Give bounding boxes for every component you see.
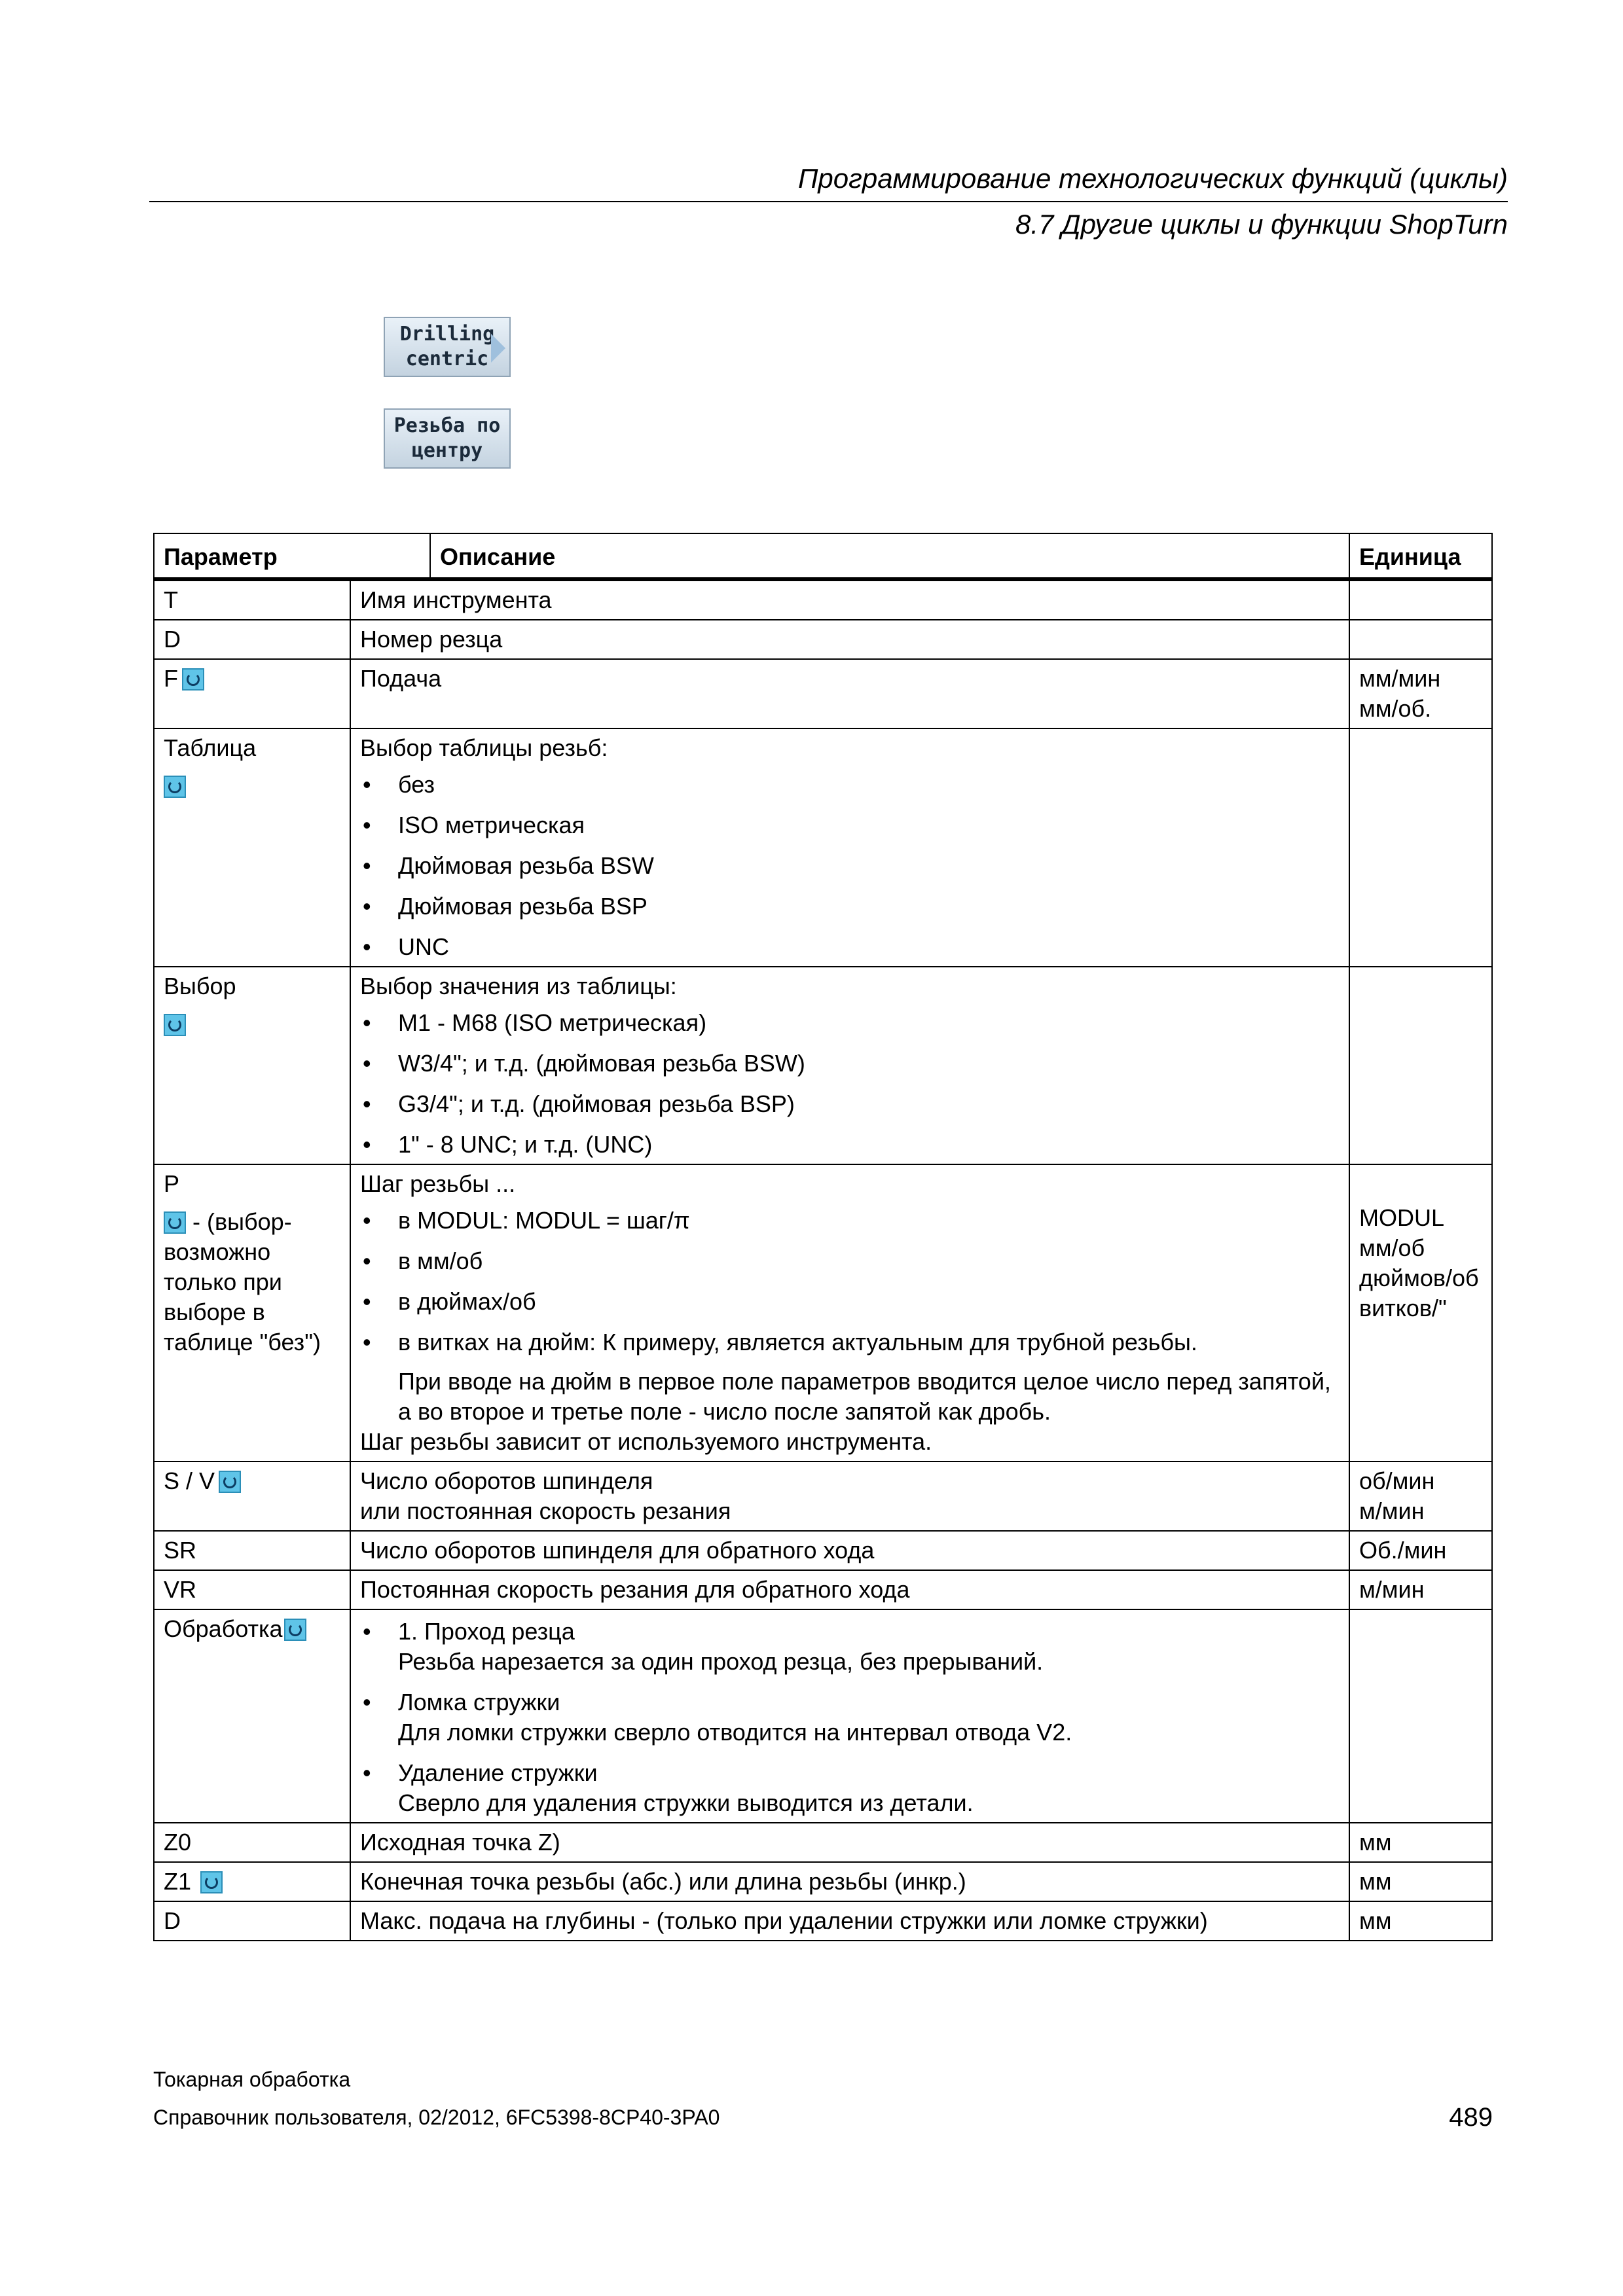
page-number: 489 — [1449, 2103, 1493, 2132]
list-item: • 1" - 8 UNC; и т.д. (UNC) — [360, 1130, 1340, 1160]
unit-cell: мм — [1349, 1823, 1492, 1862]
pitch-footer: Шаг резьбы зависит от используемого инструмента. — [360, 1428, 932, 1455]
toggle-select-icon — [164, 776, 186, 798]
desc-cell — [350, 728, 1349, 967]
arrow-right-icon — [491, 334, 505, 363]
list-item: • Дюймовая резьба BSW — [360, 851, 1340, 881]
table-row — [154, 1609, 1492, 1823]
softkey-label-line1: Drilling — [399, 323, 495, 346]
item-title: • 1. Проход резца — [398, 1618, 575, 1645]
param-cell: VR — [154, 1570, 350, 1609]
param-name: P — [164, 1170, 180, 1197]
desc-text: Выбор значения из таблицы: — [360, 973, 677, 999]
softkey-label-line1: Резьба по — [393, 414, 501, 437]
list-item — [360, 1687, 1340, 1748]
toggle-select-icon — [284, 1619, 306, 1641]
softkey-label-line2: центру — [411, 439, 483, 462]
list-item: • в витках на дюйм: К примеру, является актуальным для трубной резьбы. — [360, 1327, 1340, 1357]
toggle-select-icon — [164, 1211, 186, 1234]
param-name: Таблица — [164, 734, 257, 761]
desc-cell — [350, 1609, 1349, 1823]
unit-cell: м/мин — [1349, 1570, 1492, 1609]
toggle-select-icon — [219, 1471, 241, 1493]
desc-cell: Имя инструмента — [350, 579, 1349, 620]
param-cell — [154, 1609, 350, 1823]
softkey-label-line2: centric — [405, 348, 489, 370]
list-item: • UNC — [360, 932, 1340, 962]
table-row — [154, 967, 1492, 1164]
unit-value: мм/об — [1359, 1234, 1425, 1261]
unit-cell — [1349, 659, 1492, 728]
table-row — [154, 1862, 1492, 1901]
desc-cell: Конечная точка резьбы (абс.) или длина резьбы (инкр.) — [350, 1862, 1349, 1901]
list-item: • M1 - M68 (ISO метрическая) — [360, 1008, 1340, 1038]
list-item — [360, 1617, 1340, 1677]
desc-cell — [350, 1462, 1349, 1531]
param-cell — [154, 1862, 350, 1901]
param-cell — [154, 659, 350, 728]
unit-value: об/мин — [1359, 1467, 1435, 1494]
unit-cell — [1349, 1462, 1492, 1531]
table-row — [154, 728, 1492, 967]
param-name: F — [164, 665, 178, 692]
column-header-unit: Единица — [1349, 533, 1492, 579]
column-header-desc: Описание — [440, 543, 556, 570]
param-cell — [154, 1164, 350, 1462]
chapter-title: Программирование технологических функций (циклы) — [149, 160, 1508, 202]
column-header-param: Параметр — [164, 543, 278, 570]
table-row — [154, 1570, 1492, 1609]
unit-value: мм/об. — [1359, 695, 1432, 722]
desc-text: Выбор таблицы резьб: — [360, 734, 608, 761]
param-cell: D — [154, 620, 350, 659]
option-list — [360, 1008, 1340, 1160]
list-item: • Дюймовая резьба BSP — [360, 891, 1340, 922]
param-name: Z1 — [164, 1868, 192, 1895]
param-cell: T — [154, 579, 350, 620]
desc-cell: Исходная точка Z) — [350, 1823, 1349, 1862]
unit-value: MODUL — [1359, 1204, 1445, 1231]
unit-cell: мм — [1349, 1862, 1492, 1901]
unit-cell: Об./мин — [1349, 1531, 1492, 1570]
param-cell — [154, 967, 350, 1164]
param-name: Выбор — [164, 973, 236, 999]
table-row — [154, 1462, 1492, 1531]
desc-cell: Число оборотов шпинделя для обратного хода — [350, 1531, 1349, 1570]
table-row — [154, 659, 1492, 728]
unit-value: витков/" — [1359, 1295, 1447, 1321]
thread-centric-softkey[interactable] — [384, 408, 511, 469]
option-list — [360, 770, 1340, 962]
unit-value: м/мин — [1359, 1498, 1425, 1524]
list-item: • в дюймах/об — [360, 1287, 1340, 1317]
machining-list — [360, 1617, 1340, 1818]
footer-manual-info: Справочник пользователя, 02/2012, 6FC5398-8CP40-3PA0 — [153, 2106, 720, 2129]
unit-cell — [1349, 728, 1492, 967]
unit-cell — [1349, 579, 1492, 620]
item-text: Для ломки стружки сверло отводится на интервал отвода V2. — [398, 1719, 1072, 1746]
desc-text: или постоянная скорость резания — [360, 1498, 731, 1524]
unit-value: мм/мин — [1359, 665, 1441, 692]
list-item: • в MODUL: MODUL = шаг/π — [360, 1206, 1340, 1236]
unit-cell — [1349, 620, 1492, 659]
desc-cell — [350, 967, 1349, 1164]
footer-book-title: Токарная обработка — [153, 2068, 351, 2091]
list-item: • G3/4"; и т.д. (дюймовая резьба BSP) — [360, 1089, 1340, 1119]
item-text: Сверло для удаления стружки выводится из детали. — [398, 1789, 974, 1816]
page-header — [149, 160, 1508, 243]
list-item: • W3/4"; и т.д. (дюймовая резьба BSW) — [360, 1049, 1340, 1079]
page-footer — [153, 2060, 1493, 2136]
table-row — [154, 1531, 1492, 1570]
drilling-centric-softkey[interactable] — [384, 317, 511, 377]
parameter-table — [153, 533, 1493, 1941]
pitch-note: При вводе на дюйм в первое поле параметров вводится целое число перед запятой, а во второе и третье поле - число после запятой как дробь. — [398, 1368, 1331, 1425]
option-list — [360, 1206, 1340, 1357]
list-item: • ISO метрическая — [360, 810, 1340, 840]
toggle-select-icon — [182, 668, 204, 691]
item-title: • Удаление стружки — [398, 1759, 598, 1786]
item-text: Резьба нарезается за один проход резца, без прерываний. — [398, 1648, 1044, 1675]
toggle-select-icon — [200, 1871, 223, 1893]
list-item: • в мм/об — [360, 1246, 1340, 1276]
unit-value: дюймов/об — [1359, 1265, 1479, 1291]
table-header-param-desc — [154, 533, 1349, 579]
param-name: S / V — [164, 1467, 215, 1494]
table-row — [154, 579, 1492, 620]
desc-cell: Номер резца — [350, 620, 1349, 659]
desc-cell: Макс. подача на глубины - (только при удалении стружки или ломке стружки) — [350, 1901, 1349, 1941]
unit-cell: мм — [1349, 1901, 1492, 1941]
section-title: 8.7 Другие циклы и функции ShopTurn — [1015, 209, 1508, 240]
unit-cell — [1349, 1609, 1492, 1823]
param-cell: Z0 — [154, 1823, 350, 1862]
desc-cell: Подача — [350, 659, 1349, 728]
param-cell: D — [154, 1901, 350, 1941]
unit-cell — [1349, 1164, 1492, 1462]
item-title: • Ломка стружки — [398, 1689, 560, 1715]
param-cell — [154, 1462, 350, 1531]
desc-cell: Постоянная скорость резания для обратного хода — [350, 1570, 1349, 1609]
param-note: - (выбор-возможно только при выборе в таблице "без") — [164, 1208, 321, 1355]
toggle-select-icon — [164, 1014, 186, 1036]
desc-text: Число оборотов шпинделя — [360, 1467, 653, 1494]
unit-cell — [1349, 967, 1492, 1164]
table-row — [154, 1164, 1492, 1462]
table-row — [154, 1901, 1492, 1941]
table-row — [154, 620, 1492, 659]
desc-text: Шаг резьбы ... — [360, 1170, 516, 1197]
list-item: • без — [360, 770, 1340, 800]
param-cell: SR — [154, 1531, 350, 1570]
param-cell — [154, 728, 350, 967]
header-divider — [429, 534, 431, 577]
table-row — [154, 1823, 1492, 1862]
list-item — [360, 1758, 1340, 1818]
desc-cell — [350, 1164, 1349, 1462]
table-header-row — [154, 533, 1492, 579]
param-name: Обработка — [164, 1615, 283, 1642]
